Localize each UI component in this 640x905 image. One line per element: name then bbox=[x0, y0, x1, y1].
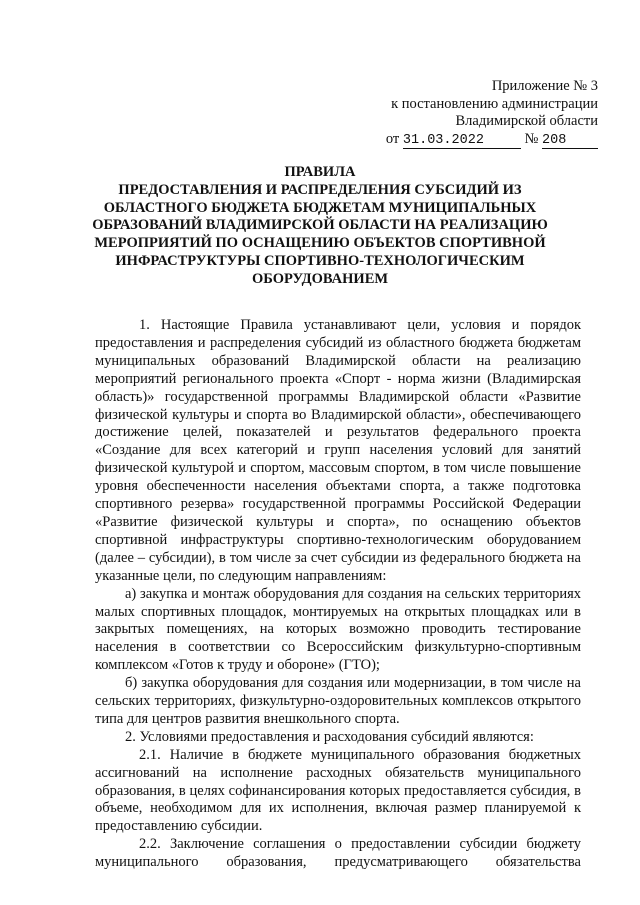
paragraph-1a: а) закупка и монтаж оборудования для создания на сельских территориях малых спортивных площадок, монтируемых на открытых площадках или в закрытых помещениях, на которых возможно проводить тестирование населения в соответствии со Всероссийским физкультурно-спортивным комплексом «Готов к труду и обороне» (ГТО); bbox=[95, 585, 581, 674]
number-prefix: № bbox=[524, 130, 539, 147]
appendix-date-line bbox=[358, 131, 598, 149]
appendix-authority: Владимирской области bbox=[455, 113, 598, 129]
appendix-header bbox=[358, 78, 598, 149]
document-body bbox=[95, 317, 581, 872]
title-line: ОБОРУДОВАНИЕМ bbox=[251, 270, 389, 287]
paragraph-2-2: 2.2. Заключение соглашения о предоставлении субсидии бюджету муниципального образования, предусматривающего обязательства bbox=[95, 836, 581, 871]
paragraph-2: 2. Условиями предоставления и расходования субсидий являются: bbox=[125, 728, 534, 745]
date-prefix: от bbox=[385, 130, 400, 147]
paragraph-2-1: 2.1. Наличие в бюджете муниципального образования бюджетных ассигнований на исполнение расходных обязательств муниципального образования, в целях софинансирования которых предоставляется субсидия, в объеме, необходимом для их исполнения, включая размер планируемой к предоставлению субсидии. bbox=[95, 746, 581, 835]
title-line: ОБРАЗОВАНИЙ ВЛАДИМИРСКОЙ ОБЛАСТИ НА РЕАЛИЗАЦИЮ bbox=[92, 217, 548, 234]
title-line: МЕРОПРИЯТИЙ ПО ОСНАЩЕНИЮ ОБЪЕКТОВ СПОРТИВНОЙ bbox=[94, 235, 546, 252]
appendix-number: Приложение № 3 bbox=[491, 78, 598, 94]
appendix-reference: к постановлению администрации bbox=[391, 95, 598, 112]
title-line: ОБЛАСТНОГО БЮДЖЕТА БЮДЖЕТАМ МУНИЦИПАЛЬНЫХ bbox=[103, 199, 537, 216]
paragraph-1: 1. Настоящие Правила устанавливают цели, условия и порядок предоставления и распределения субсидий из областного бюджета бюджетам муниципальных образований Владимирской области на реализацию мероприятий регионального проекта «Спорт - норма жизни (Владимирская область)» государственной программы Владимирской области «Развитие физической культуры и спорта во Владимирской области», обеспечивающего достижение целей, показателей и результатов федерального проекта «Создание для всех категорий и групп населения условий для занятий физической культурой и спортом, массовым спортом, в том числе повышение уровня обеспеченности населения объектами спорта, а также подготовка спортивного резерва» государственной программы Российской Федерации «Развитие физической культуры и спорта», по оснащению объектов спортивной инфраструктуры спортивно-технологическим оборудованием (далее – субсидии), в том числе за счет субсидии из федерального бюджета на указанные цели, по следующим направлениям: bbox=[95, 317, 581, 584]
date-value: 31.03.2022 bbox=[403, 134, 521, 149]
title-heading: ПРАВИЛА bbox=[284, 164, 356, 180]
title-line: ИНФРАСТРУКТУРЫ СПОРТИВНО-ТЕХНОЛОГИЧЕСКИМ bbox=[115, 252, 525, 269]
title-line: ПРЕДОСТАВЛЕНИЯ И РАСПРЕДЕЛЕНИЯ СУБСИДИЙ ИЗ bbox=[118, 181, 522, 198]
number-value: 208 bbox=[542, 134, 598, 149]
document-title bbox=[80, 164, 560, 289]
paragraph-1b: б) закупка оборудования для создания или модернизации, в том числе на сельских территориях, физкультурно-оздоровительных комплексов открытого типа для центров развития внешкольного спорта. bbox=[95, 675, 581, 727]
